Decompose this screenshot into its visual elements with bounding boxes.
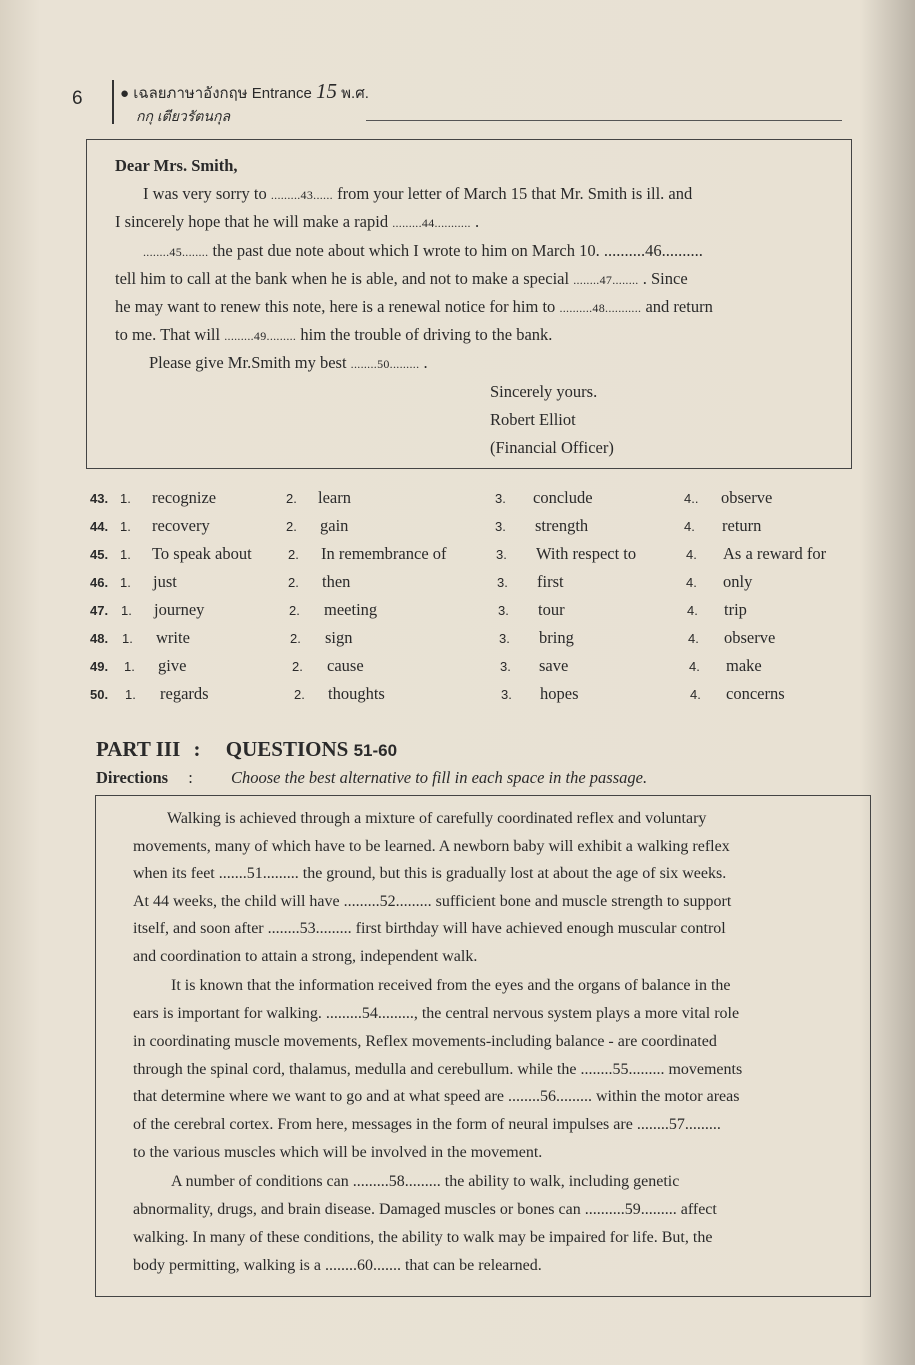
letter-line: Please give Mr.Smith my best ........50......... .	[149, 353, 428, 372]
blank-43: .........43......	[270, 188, 333, 202]
option-text: meeting	[324, 600, 378, 619]
option-text: just	[153, 572, 177, 591]
directions-text: Choose the best alternative to fill in each space in the passage.	[231, 768, 648, 787]
passage-line: abnormality, drugs, and brain disease. Damaged muscles or bones can ..........59......... affect	[133, 1201, 717, 1218]
option-text: regards	[160, 684, 209, 703]
passage-line: walking. In many of these conditions, the ability to walk may be impaired for life. But, the	[133, 1229, 713, 1246]
option-text: learn	[318, 488, 351, 507]
option-row: 46. 1. just 2. then 3. first 4. only	[90, 572, 753, 591]
passage-line: of the cerebral cortex. From here, messages in the form of neural impulses are ........57.........	[133, 1116, 721, 1133]
passage-line: It is known that the information received from the eyes and the organs of balance in the	[171, 977, 731, 994]
option-text: concerns	[726, 684, 785, 703]
page-header	[70, 76, 850, 128]
option-text: only	[723, 572, 753, 591]
passage-line: ears is important for walking. .........54........., the central nervous system plays a more vital role	[133, 1005, 740, 1022]
option-row: 48. 1. write 2. sign 3. bring 4. observe	[90, 628, 776, 647]
option-text: return	[722, 516, 762, 535]
option-text: journey	[154, 600, 205, 619]
option-row: 43. 1. recognize 2. learn 3. conclude 4.. observe	[90, 488, 773, 507]
header-title-thai: เฉลยภาษาอังกฤษ	[133, 85, 248, 102]
passage-line: and coordination to attain a strong, independent walk.	[133, 948, 478, 965]
option-text: cause	[327, 656, 364, 675]
option-text: gain	[320, 516, 349, 535]
blank-49: .........49.........	[224, 329, 297, 343]
blank-50: ........50.........	[350, 357, 420, 371]
option-text: As a reward for	[723, 544, 827, 563]
letter-salutation: Dear Mrs. Smith,	[115, 156, 238, 175]
option-text: In remembrance of	[321, 544, 447, 563]
passage-line: Walking is achieved through a mixture of carefully coordinated reflex and voluntary	[167, 810, 707, 827]
letter-line: he may want to renew this note, here is a renewal notice for him to ..........48........... and return	[115, 297, 713, 316]
letter-line: I sincerely hope that he will make a rapid .........44........... .	[115, 212, 480, 231]
passage-line: when its feet .......51......... the ground, but this is gradually lost at about the age of six weeks.	[133, 865, 727, 882]
blank-47: ........47........	[573, 273, 639, 287]
option-text: observe	[721, 488, 773, 507]
letter-line: ........45........ the past due note about which I wrote to him on March 10. ..........46..........	[143, 241, 703, 260]
letter-line: I was very sorry to .........43...... from your letter of March 15 that Mr. Smith is ill. and	[143, 184, 693, 203]
header-title-year: 15	[315, 79, 337, 103]
letter-line: tell him to call at the bank when he is able, and not to make a special ........47........ . Since	[115, 269, 688, 288]
option-text: recovery	[152, 516, 210, 535]
passage-line: A number of conditions can .........58......... the ability to walk, including genetic	[171, 1173, 680, 1190]
header-title-entrance: Entrance	[251, 85, 312, 102]
passage-line: in coordinating muscle movements, Reflex movements-including balance - are coordinated	[133, 1033, 717, 1050]
header-author: กกุ เตียวรัตนกุล	[136, 108, 231, 124]
directions: Directions : Choose the best alternative to fill in each space in the passage.	[96, 768, 648, 787]
option-text: hopes	[540, 684, 579, 703]
option-text: With respect to	[536, 544, 637, 563]
option-text: strength	[535, 516, 589, 535]
option-text: make	[726, 656, 762, 675]
blank-44: .........44...........	[392, 216, 471, 230]
bullet-icon: ●	[120, 85, 130, 102]
option-row: 47. 1. journey 2. meeting 3. tour 4. trip	[90, 600, 747, 619]
letter-signer: Robert Elliot	[490, 410, 576, 429]
option-row: 45. 1. To speak about 2. In remembrance of 3. With respect to 4. As a reward for	[90, 544, 827, 563]
option-row: 50. 1. regards 2. thoughts 3. hopes 4. concerns	[90, 684, 785, 703]
header-title	[120, 79, 369, 105]
letter-signer-title: (Financial Officer)	[490, 438, 614, 457]
option-text: bring	[539, 628, 574, 647]
letter-closing: Sincerely yours.	[490, 382, 598, 401]
part-title: PART III : QUESTIONS 51-60	[96, 737, 398, 761]
option-text: To speak about	[152, 544, 252, 563]
header-rule	[366, 120, 842, 121]
option-text: trip	[724, 600, 747, 619]
option-text: tour	[538, 600, 565, 619]
header-divider	[112, 80, 114, 124]
option-text: then	[322, 572, 351, 591]
option-text: conclude	[533, 488, 593, 507]
option-text: thoughts	[328, 684, 385, 703]
blank-45: ........45........	[143, 245, 209, 259]
blank-48: ..........48...........	[559, 301, 642, 315]
letter-box	[86, 139, 852, 469]
option-text: give	[158, 656, 187, 675]
passage-line: movements, many of which have to be learned. A newborn baby will exhibit a walking reflex	[133, 838, 730, 855]
page-number: 6	[72, 88, 83, 109]
option-text: sign	[325, 628, 353, 647]
passage-box	[95, 795, 871, 1297]
option-text: recognize	[152, 488, 217, 507]
passage-line: At 44 weeks, the child will have .........52......... sufficient bone and muscle strength to support	[133, 893, 732, 910]
option-row: 49. 1. give 2. cause 3. save 4. make	[90, 656, 762, 675]
option-row: 44. 1. recovery 2. gain 3. strength 4. return	[90, 516, 762, 535]
option-text: first	[537, 572, 564, 591]
passage-line: body permitting, walking is a ........60....... that can be relearned.	[133, 1257, 542, 1274]
option-text: write	[156, 628, 190, 647]
option-text: save	[539, 656, 569, 675]
passage-line: through the spinal cord, thalamus, medulla and cerebullum. while the ........55......... movements	[133, 1061, 743, 1078]
header-title-era: พ.ศ.	[341, 85, 369, 102]
passage-line: to the various muscles which will be involved in the movement.	[133, 1144, 543, 1161]
option-text: observe	[724, 628, 776, 647]
letter-line: to me. That will .........49......... him the trouble of driving to the bank.	[115, 325, 553, 344]
passage-line: that determine where we want to go and at what speed are ........56......... within the motor areas	[133, 1088, 740, 1105]
passage-line: itself, and soon after ........53......... first birthday will have achieved enough muscular control	[133, 920, 726, 937]
